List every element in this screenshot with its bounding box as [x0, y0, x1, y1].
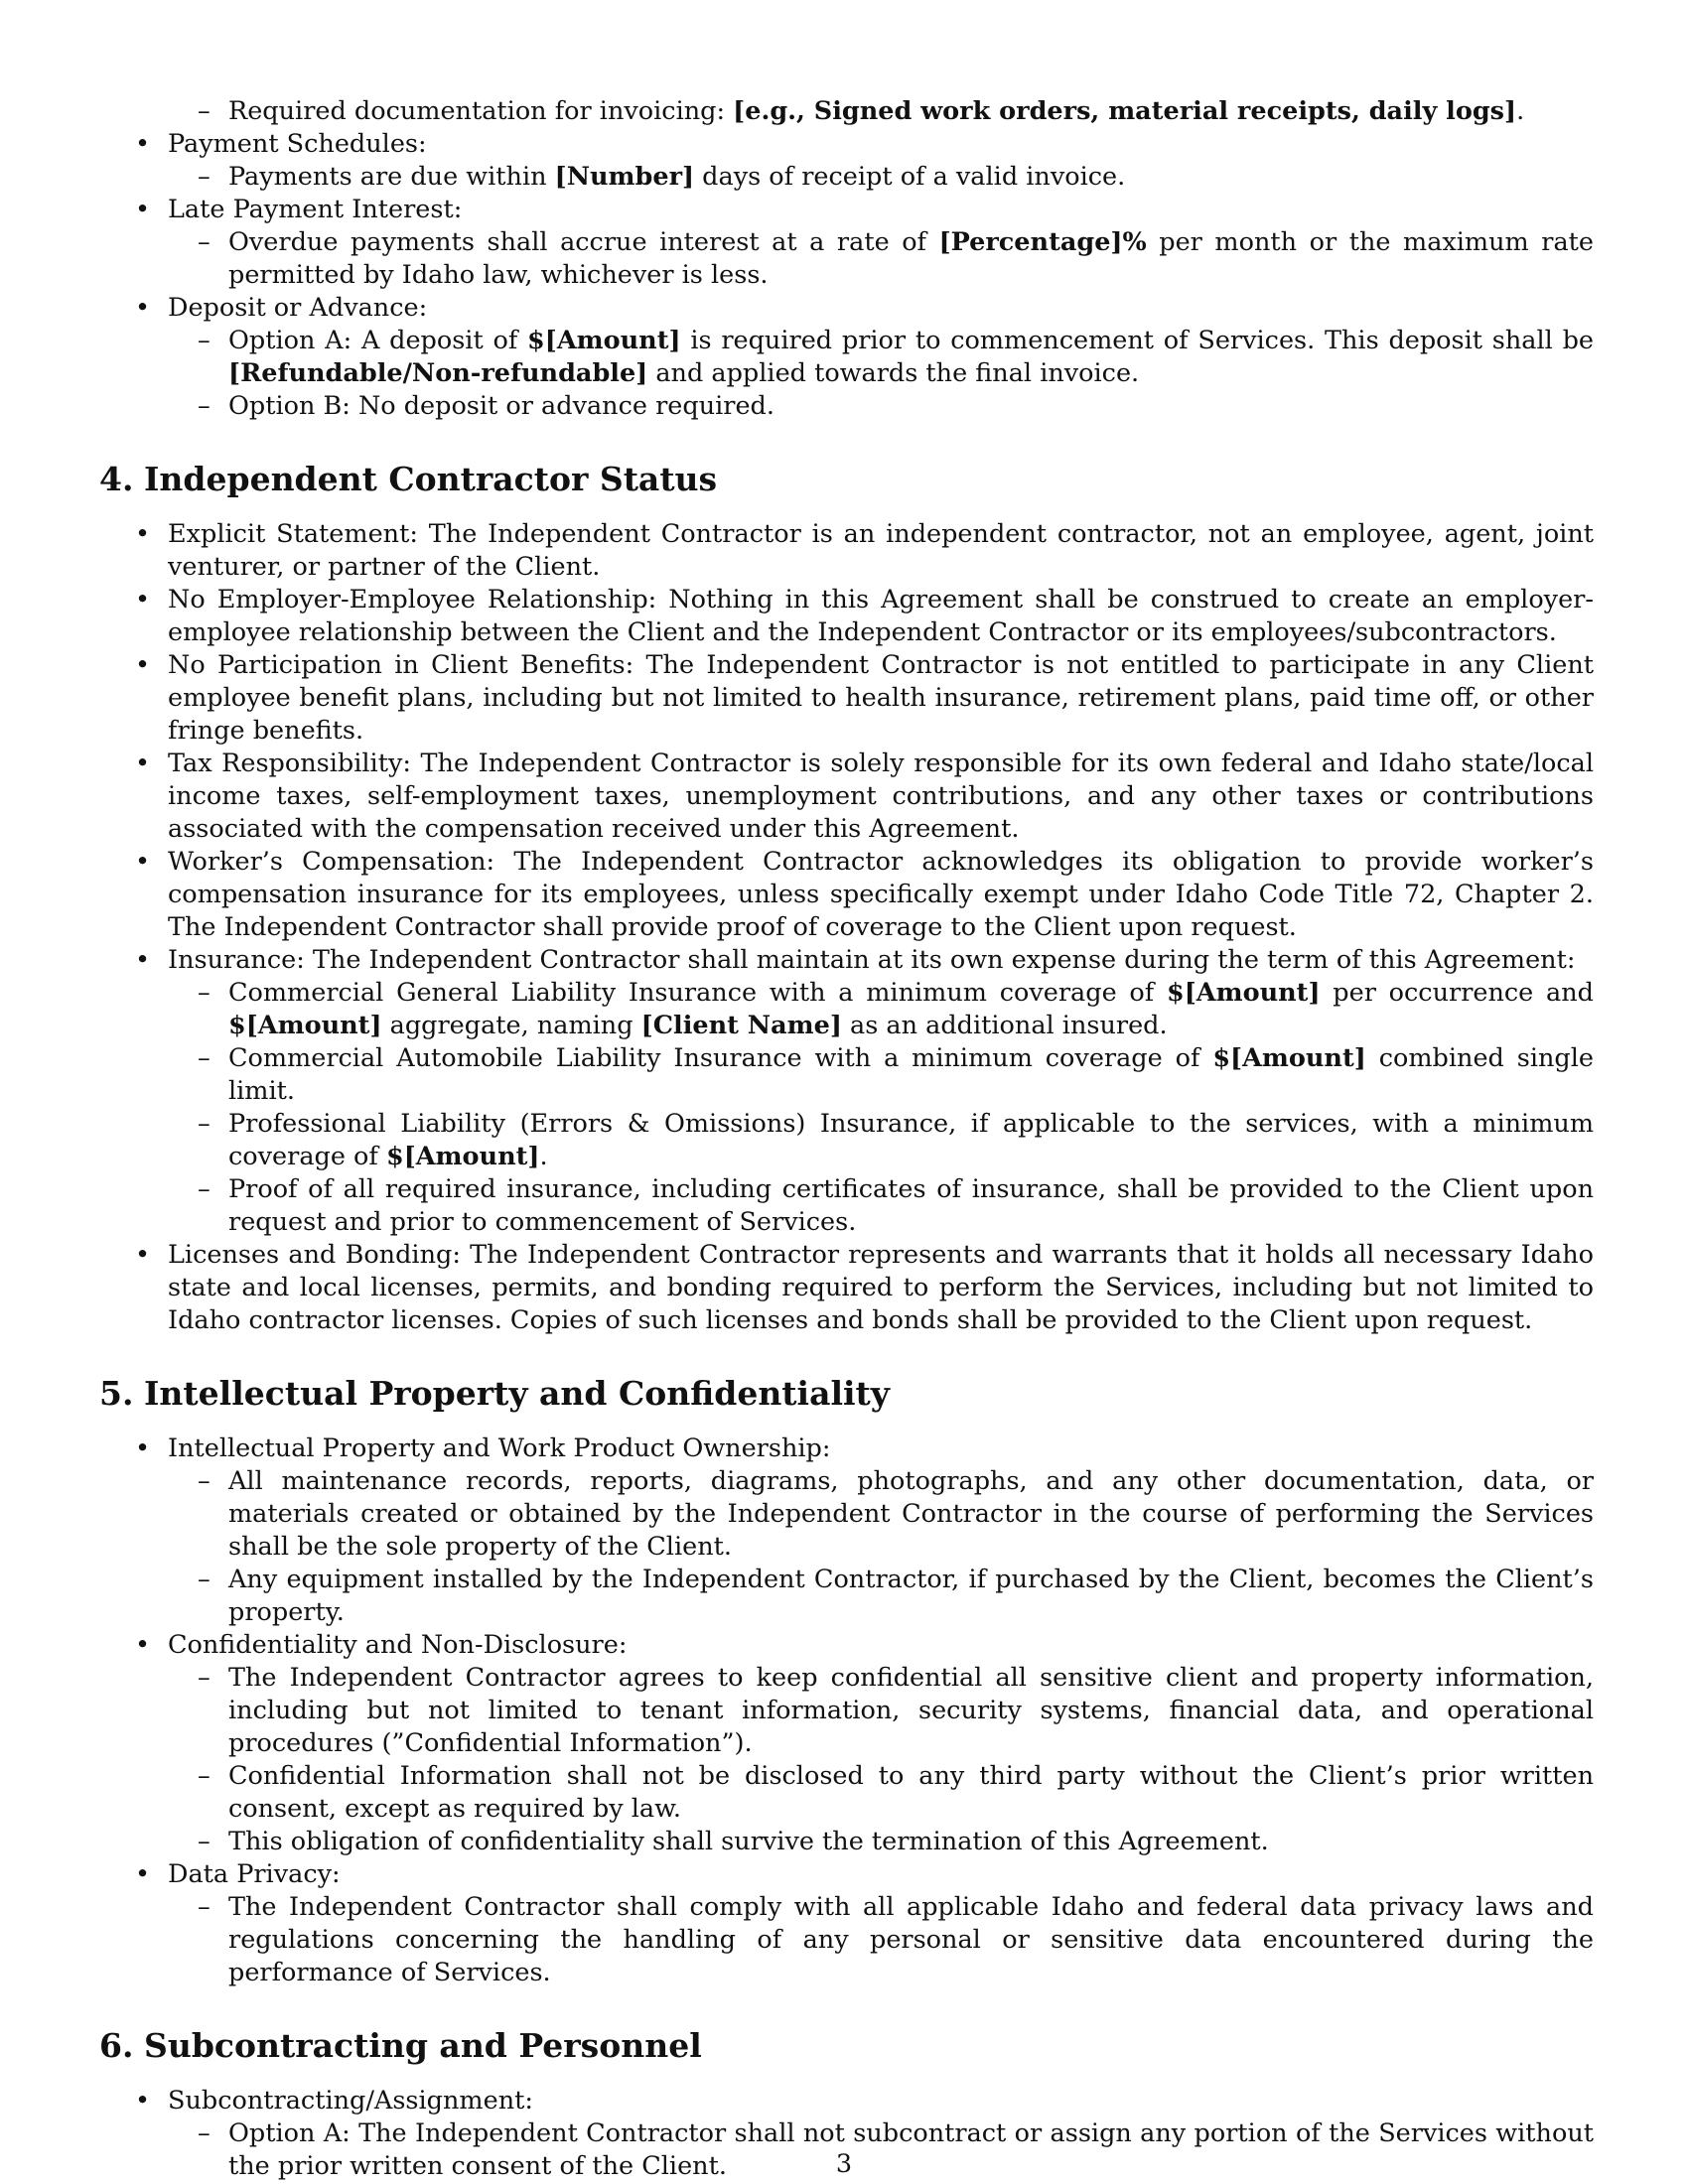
text-run: Proof of all required insurance, including certificates of insurance, shall be provided to the Client upon request and prior to commencement of Services. — [228, 1174, 1594, 1237]
text-run: All maintenance records, reports, diagrams, photographs, and any other documentation, data, or materials created or obtained by the Independent Contractor in the course of performing the Services shall be the sole property of the Client. — [228, 1466, 1594, 1562]
sub-item-privacy-compliance — [99, 1891, 1594, 1989]
bullet-no-employer-employee: • No Employer-Employee Relationship: Nothing in this Agreement shall be construed to create an employer-employee relationship between the Client and the Independent Contractor or its employees/subcontractors. — [99, 584, 1594, 649]
section-6-heading — [99, 2026, 1594, 2066]
section-5-number: 5. — [99, 1374, 134, 1413]
sub-item-invoicing-documentation — [99, 95, 1594, 128]
text-run: . — [539, 1142, 548, 1171]
text-run: Professional Liability (Errors & Omissions) Insurance, if applicable to the services, with a minimum coverage of — [228, 1109, 1594, 1171]
section-4-heading — [99, 460, 1594, 499]
section-6-title: Subcontracting and Personnel — [144, 2026, 702, 2065]
text-run: Commercial General Liability Insurance with a minimum coverage of — [228, 978, 1167, 1008]
section-5-title: Intellectual Property and Confidentiality — [144, 1374, 890, 1413]
bullet-workers-compensation: • Worker’s Compensation: The Independent Contractor acknowledges its obligation to provide worker’s compensation insurance for its employees, unless specifically exempt under Idaho Code Title 72, Chapter 2. The Independent Contractor shall provide proof of coverage to the Client upon request. — [99, 846, 1594, 944]
bullet-subcontracting: • Subcontracting/Assignment: — [99, 2085, 1594, 2117]
sub-item-deposit-option-b — [99, 390, 1594, 423]
sub-item-general-liability — [99, 977, 1594, 1042]
sub-item-equipment-property — [99, 1564, 1594, 1629]
placeholder-field: [Refundable/Non-refundable] — [228, 358, 648, 388]
text-run: combined single limit. — [228, 1043, 1594, 1106]
bullet-ip-ownership: • Intellectual Property and Work Product Ownership: — [99, 1433, 1594, 1465]
section-4-number: 4. — [99, 460, 134, 498]
sub-item-no-disclosure — [99, 1760, 1594, 1826]
text-run: Confidential Information shall not be disclosed to any third party without the Client’s prior written consent, except as required by law. — [228, 1761, 1594, 1824]
bullet-late-payment-interest: • Late Payment Interest: — [99, 194, 1594, 226]
text-run: Any equipment installed by the Independent Contractor, if purchased by the Client, becomes the Client’s property. — [228, 1565, 1594, 1627]
page-number: 3 — [835, 2149, 853, 2179]
text-run: Payments are due within — [228, 162, 555, 192]
bullet-confidentiality: • Confidentiality and Non-Disclosure: — [99, 1629, 1594, 1662]
text-run: The Independent Contractor shall comply with all applicable Idaho and federal data privacy laws and regulations concerning the handling of any personal or sensitive data encountered during the performance of Services. — [228, 1892, 1594, 1987]
text-run: Option A: A deposit of — [228, 326, 528, 355]
section-4-title: Independent Contractor Status — [144, 460, 718, 498]
sub-item-proof-of-insurance — [99, 1173, 1594, 1239]
placeholder-field: [e.g., Signed work orders, material receipts, daily logs] — [733, 96, 1517, 126]
sub-item-keep-confidential — [99, 1662, 1594, 1760]
text-run: aggregate, naming — [381, 1011, 641, 1040]
bullet-tax-responsibility: • Tax Responsibility: The Independent Contractor is solely responsible for its own federal and Idaho state/local income taxes, self-employment taxes, unemployment contributions, and any other taxes or contributions associated with the compensation received under this Agreement. — [99, 748, 1594, 846]
placeholder-field: $[Amount] — [1167, 978, 1321, 1008]
sub-item-survival — [99, 1826, 1594, 1858]
section-6-number: 6. — [99, 2026, 134, 2065]
sub-item-deposit-option-a — [99, 325, 1594, 390]
placeholder-field: [Client Name] — [640, 1011, 842, 1040]
sub-item-overdue-interest — [99, 226, 1594, 292]
page-content — [99, 95, 1594, 2183]
bullet-no-client-benefits: • No Participation in Client Benefits: The Independent Contractor is not entitled to participate in any Client employee benefit plans, including but not limited to health insurance, retirement plans, paid time off, or other fringe benefits. — [99, 649, 1594, 748]
placeholder-field: $[Amount] — [527, 326, 681, 355]
section-5-heading — [99, 1374, 1594, 1414]
placeholder-field: $[Amount] — [228, 1011, 382, 1040]
placeholder-field: [Percentage]% — [938, 227, 1147, 257]
bullet-explicit-statement: • Explicit Statement: The Independent Contractor is an independent contractor, not an employee, agent, joint venturer, or partner of the Client. — [99, 518, 1594, 584]
bullet-payment-schedules: • Payment Schedules: — [99, 128, 1594, 161]
text-run: This obligation of confidentiality shall survive the termination of this Agreement. — [228, 1827, 1269, 1856]
sub-item-automobile-liability — [99, 1042, 1594, 1108]
sub-item-professional-liability — [99, 1108, 1594, 1173]
sub-item-payment-due — [99, 161, 1594, 194]
text-run: Option B: No deposit or advance required. — [228, 391, 774, 421]
text-run: days of receipt of a valid invoice. — [694, 162, 1126, 192]
bullet-insurance: • Insurance: The Independent Contractor shall maintain at its own expense during the term of this Agreement: — [99, 944, 1594, 977]
text-run: Required documentation for invoicing: — [228, 96, 734, 126]
text-run: Commercial Automobile Liability Insurance with a minimum coverage of — [228, 1043, 1213, 1073]
text-run: The Independent Contractor agrees to keep confidential all sensitive client and property information, including but not limited to tenant information, security systems, financial data, and operational procedures (”Confidential Information”). — [228, 1663, 1594, 1758]
bullet-deposit-advance: • Deposit or Advance: — [99, 292, 1594, 325]
placeholder-field: [Number] — [554, 162, 695, 192]
text-run: . — [1516, 96, 1525, 126]
text-run: and applied towards the final invoice. — [647, 358, 1140, 388]
placeholder-field: $[Amount] — [385, 1142, 540, 1171]
sub-item-records-property — [99, 1465, 1594, 1564]
bullet-licenses-bonding: • Licenses and Bonding: The Independent Contractor represents and warrants that it holds all necessary Idaho state and local licenses, permits, and bonding required to perform the Services, including but not limited to Idaho contractor licenses. Copies of such licenses and bonds shall be provided to the Client upon request. — [99, 1239, 1594, 1337]
text-run: per occurrence and — [1320, 978, 1594, 1008]
text-run: Overdue payments shall accrue interest at a rate of — [228, 227, 939, 257]
text-run: as an additional insured. — [841, 1011, 1168, 1040]
text-run: is required prior to commencement of Services. This deposit shall be — [680, 326, 1594, 355]
text-run: Option A: The Independent Contractor shall not subcontract or assign any portion of the Services without the prior written consent of the Client. — [228, 2118, 1594, 2181]
placeholder-field: $[Amount] — [1212, 1043, 1366, 1073]
bullet-data-privacy: • Data Privacy: — [99, 1858, 1594, 1891]
text-run: per month or the maximum rate permitted by Idaho law, whichever is less. — [228, 227, 1594, 290]
